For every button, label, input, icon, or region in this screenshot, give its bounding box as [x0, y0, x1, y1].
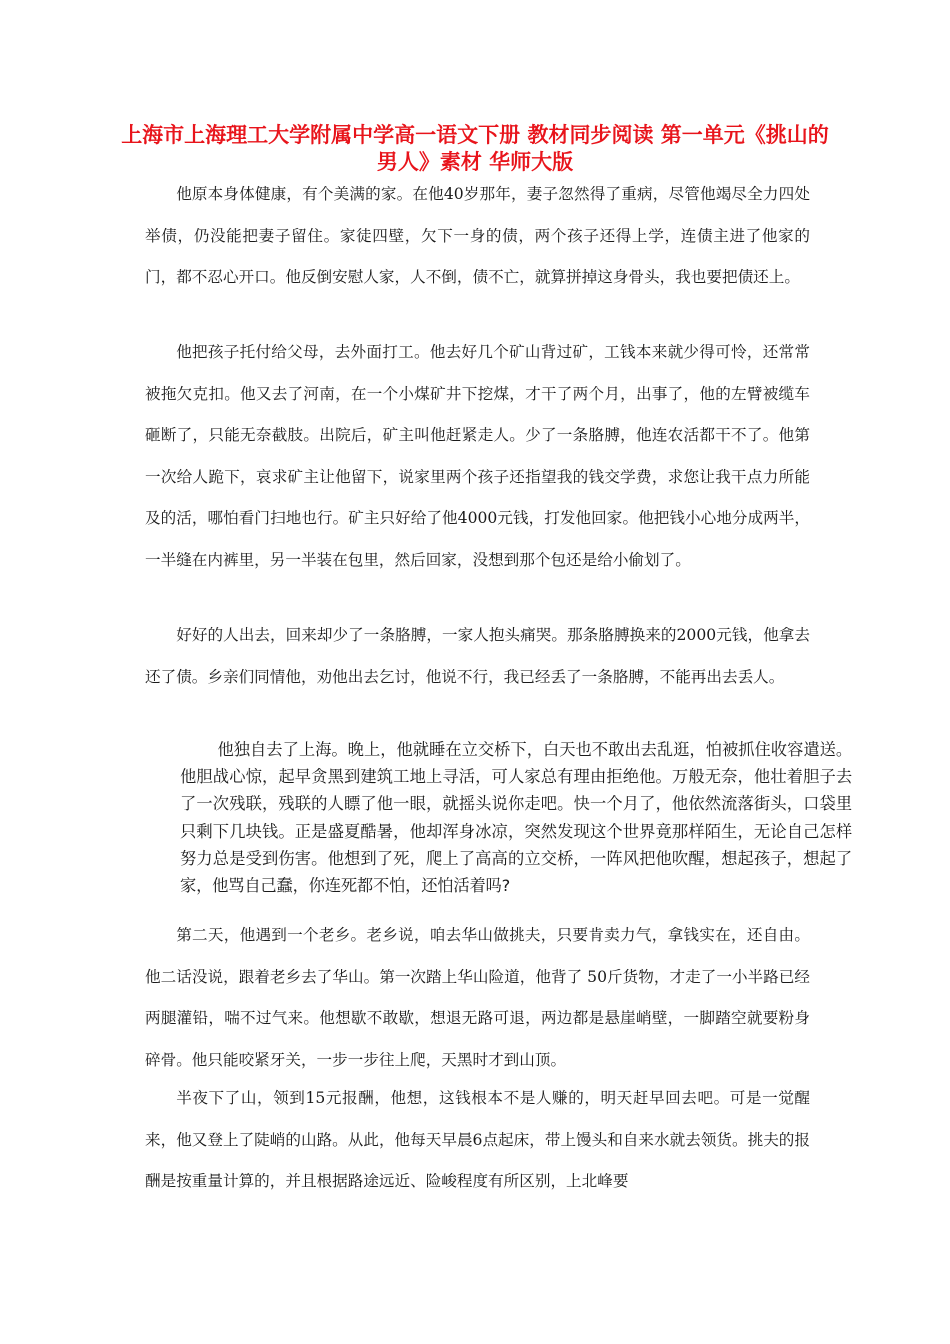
paragraph-4-inset: 他独自去了上海。晚上，他就睡在立交桥下，白天也不敢出去乱逛，怕被抓住收容遣送。他胆战心惊，起早贪黑到建筑工地上寻活，可人家总有理由拒绝他。万般无奈，他壮着胆子去了一次残联，残联的人瞟了他一眼，就摇头说你走吧。快一个月了，他依然流落街头，口袋里只剩下几块钱。正是盛夏酷暑，他却浑身冰凉，突然发现这个世界竟那样陌生，无论自己怎样努力总是受到伤害。他想到了死，爬上了高高的立交桥，一阵风把他吹醒，想起孩子，想起了家，他骂自己蠢，你连死都不怕，还怕活着吗?: [180, 740, 852, 896]
paragraph-1: 他原本身体健康，有个美满的家。在他40岁那年，妻子忽然得了重病，尽管他竭尽全力四处举债，仍没能把妻子留住。家徒四壁，欠下一身的债，两个孩子还得上学，连债主进了他家的门，都不忍心开口。他反倒安慰人家，人不倒，债不亡，就算拼掉这身骨头，我也要把债还上。: [145, 185, 810, 286]
paragraph-5: 第二天，他遇到一个老乡。老乡说，咱去华山做挑夫，只要肯卖力气，拿钱实在，还自由。他二话没说，跟着老乡去了华山。第一次踏上华山险道，他背了 50斤货物，才走了一小半路已经两腿灌铅，喘不过气来。他想歇不敢歇，想退无路可退，两边都是悬崖峭壁，一脚踏空就要粉身碎骨。他只能咬紧牙关，一步一步往上爬，天黑时才到山顶。: [145, 926, 810, 1069]
paragraph-2: 他把孩子托付给父母，去外面打工。他去好几个矿山背过矿，工钱本来就少得可怜，还常常被拖欠克扣。他又去了河南，在一个小煤矿井下挖煤，才干了两个月，出事了，他的左臂被缆车砸断了，只能无奈截肢。出院后，矿主叫他赶紧走人。少了一条胳膊，他连农活都干不了。他第一次给人跪下，哀求矿主让他留下，说家里两个孩子还指望我的钱交学费，求您让我干点力所能及的活，哪怕看门扫地也行。矿主只好给了他4000元钱，打发他回家。他把钱小心地分成两半，一半缝在内裤里，另一半装在包里，然后回家，没想到那个包还是给小偷划了。: [145, 343, 810, 569]
document-title: 上海市上海理工大学附属中学高一语文下册 教材同步阅读 第一单元《挑山的男人》素材 华师大版: [121, 122, 829, 174]
paragraph-6: 半夜下了山，领到15元报酬，他想，这钱根本不是人赚的，明天赶早回去吧。可是一觉醒来，他又登上了陡峭的山路。从此，他每天早晨6点起床，带上馒头和自来水就去领货。挑夫的报酬是按重量计算的，并且根据路途远近、险峻程度有所区别，上北峰要: [145, 1089, 810, 1190]
paragraph-3: 好好的人出去，回来却少了一条胳膊，一家人抱头痛哭。那条胳膊换来的2000元钱，他拿去还了债。乡亲们同情他，劝他出去乞讨，他说不行，我已经丢了一条胳膊，不能再出去丢人。: [145, 626, 810, 686]
